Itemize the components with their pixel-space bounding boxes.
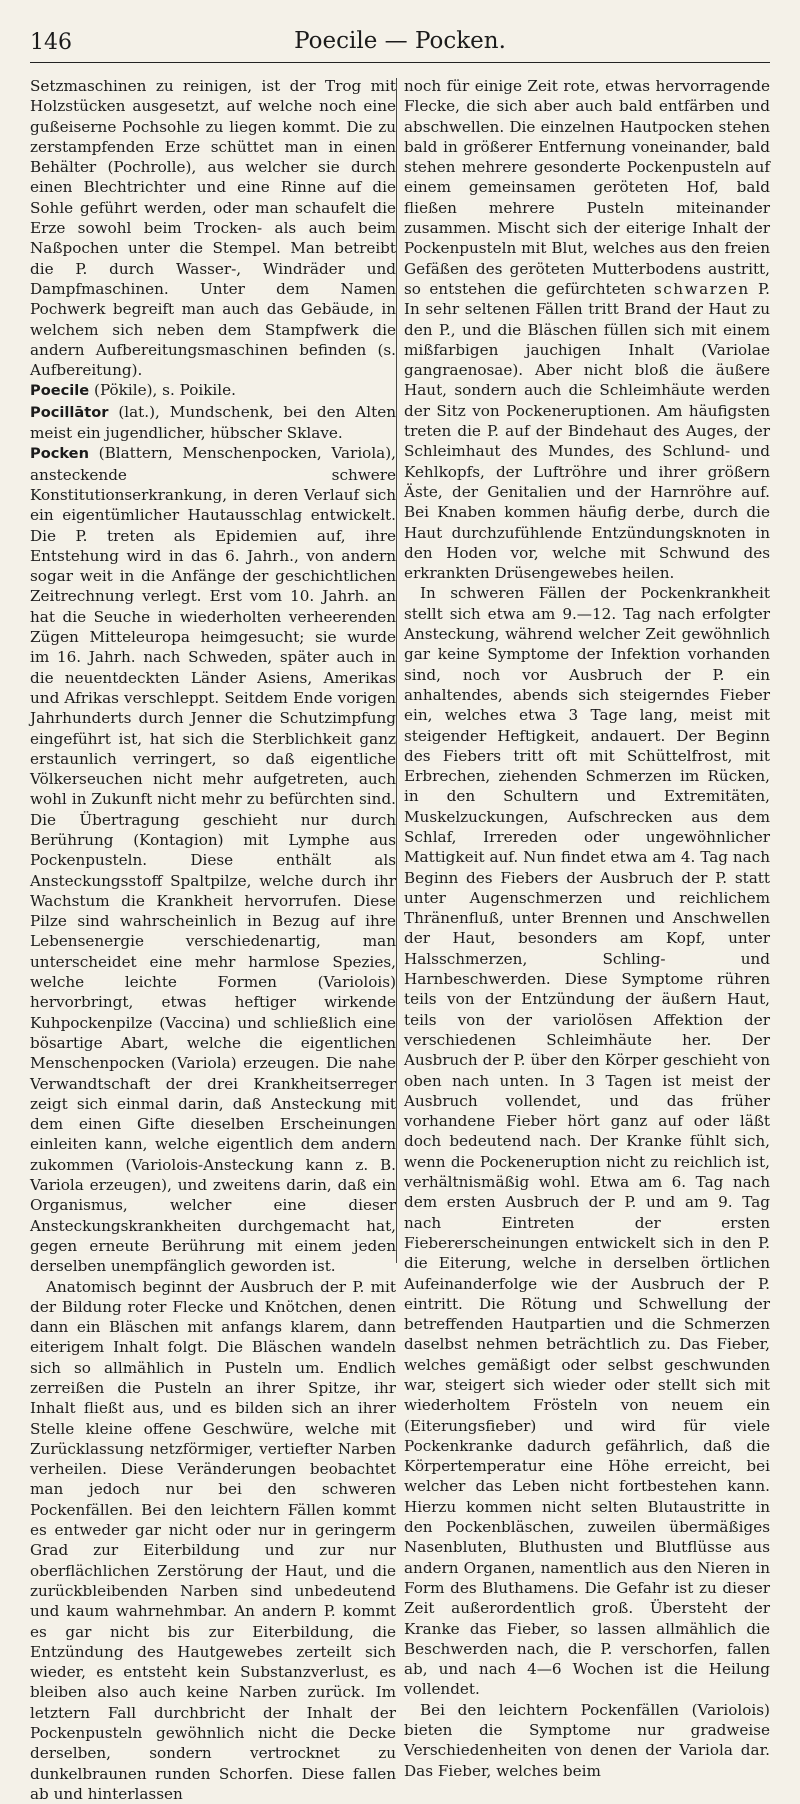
paragraph-variolois: Bei den leichtern Pockenfällen (Variolois) bieten die Symptome nur gradweise Verschiedenheiten von denen der Variola dar. Das Fieber, welches beim [404, 1700, 770, 1780]
right-column [404, 76, 771, 1780]
entry-headword: Pocken [30, 445, 89, 463]
paragraph-verlauf: In schweren Fällen der Pockenkrankheit stellt sich etwa am 9.—12. Tag nach erfolgter Ansteckung, während welcher Zeit gewöhnlich gar keine Symptome der Infektion vorhanden sind, noch vor Ausbruch der P. ein anhaltendes, abends sich steigerndes Fieber ein, welches etwa 3 Tage lang, meist mit steigender Heftigkeit, andauert. Der Beginn des Fiebers tritt oft mit Schüttelfrost, mit Erbrechen, ziehenden Schmerzen im Rücken, in den Schultern und Extremitäten, Muskelzuckungen, Aufschrecken aus dem Schlaf, Irrereden oder ungewöhnlicher Mattigkeit auf. Nun findet etwa am 4. Tag nach Beginn des Fiebers der Ausbruch der P. statt unter Augenschmerzen und reichlichem Thränenfluß, unter Brennen und Anschwellen der Haut, besonders am Kopf, unter Halsschmerzen, Schling- und Harnbeschwerden. Diese Symptome rühren teils von der Entzündung der äußern Haut, teils von der variolösen Affektion der verschiedenen Schleimhäute her. Der Ausbruch der P. über den Körper geschieht von oben nach unten. In 3 Tagen ist meist der Ausbruch vollendet, und das früher vorhandene Fieber hört ganz auf oder läßt doch bedeutend nach. Der Kranke fühlt sich, wenn die Pockeneruption nicht zu reichlich ist, verhältnismäßig wohl. Etwa am 6. Tag nach dem ersten Ausbruch der P. und am 9. Tag nach Eintreten der ersten Fiebererscheinungen entwickelt sich in den P. die Eiterung, welche in derselben örtlichen Aufeinanderfolge wie der Ausbruch der P. eintritt. Die Rötung und Schwellung der betreffenden Hautpartien und die Schmerzen daselbst nehmen beträchtlich zu. Das Fieber, welches gemäßigt oder selbst geschwunden war, steigert sich wieder oder stellt sich mit wiederholtem Frösteln von neuem ein (Eiterungsfieber) und wird für viele Pockenkranke dadurch gefährlich, daß die Körpertemperatur eine Höhe erreicht, bei welcher das Leben nicht fortbestehen kann. Hierzu kommen nicht selten Blutaustritte in den Pockenbläschen, zuweilen übermäßiges Nasenbluten, Bluthusten und Blutflüsse aus andern Organen, namentlich aus den Nieren in Form des Bluthamens. Die Gefahr ist zu dieser Zeit außerordentlich groß. Übersteht der Kranke das Fieber, so lassen allmählich die Beschwerden nach, die P. verschorfen, fallen ab, und nach 4—6 Wochen ist die Heilung vollendet. [404, 584, 770, 1699]
entry-text: (Pökile), s. Poikile. [89, 381, 236, 400]
entry-text: (Blattern, Menschenpocken, Variola), ansteckende schwere Konstitutionserkrankung, in deren Verlauf sich ein eigentümlicher Hautausschlag entwickelt. Die P. treten als Epidemien auf, ihre Entstehung wird in das 6. Jahrh., von andern sogar weit in die Anfänge der geschichtlichen Zeitrechnung verlegt. Erst vom 10. Jahrh. an hat die Seuche in wiederholten verheerenden Zügen Mitteleuropa heimgesucht; sie wurde im 16. Jahrh. nach Schweden, später auch in die neuentdeckten Länder Asiens, Amerikas und Afrikas verschleppt. Seitdem Ende vorigen Jahrhunderts durch Jenner die Schutzimpfung eingeführt ist, hat sich die Sterblichkeit ganz erstaunlich verringert, so daß eigentliche Völkerseuchen nicht mehr aufgetreten, auch wohl in Zukunft nicht mehr zu befürchten sind. Die Übertragung geschieht nur durch Berührung (Kontagion) mit Lymphe aus Pockenpusteln. Diese enthält als Ansteckungsstoff Spaltpilze, welche durch ihr Wachstum die Krankheit hervorrufen. Diese Pilze sind wahrscheinlich in Bezug auf ihre Lebensenergie verschiedenartig, man unterscheidet eine mehr harmlose Spezies, welche leichte Formen (Variolois) hervorbringt, etwas heftiger wirkende Kuhpockenpilze (Vaccina) und schließlich eine bösartige Abart, welche die eigentlichen Menschenpocken (Variola) erzeugen. Die nahe Verwandtschaft der drei Krankheitserreger zeigt sich einmal darin, daß Ansteckung mit dem einen Gifte dieselben Erscheinungen einleiten kann, welche eigentlich dem andern zukommen (Variolois-Ansteckung kann z. B. Variola erzeugen), und zweitens darin, daß ein Organismus, welcher eine dieser Ansteckungskrankheiten durchgemacht hat, gegen erneute Berührung mit einem jeden derselben unempfänglich geworden ist. [30, 444, 396, 1276]
page-header [30, 28, 770, 63]
entry-headword: Pocillātor [30, 403, 109, 421]
emphasis-spaced: schwarzen [653, 279, 750, 298]
page-number: 146 [30, 30, 72, 55]
column-divider [396, 78, 397, 1263]
paragraph-hautpocken: noch für einige Zeit rote, etwas hervorragende Flecke, die sich aber auch bald entfärben und abschwellen. Die einzelnen Hautpocken stehen bald in größerer Entfernung voneinander, bald stehen mehrere gesonderte Pockenpusteln auf einem gemeinsamen geröteten Hof, bald fließen mehrere Pusteln miteinander zusammen. Mischt sich der eiterige Inhalt der Pockenpusteln mit Blut, welches aus den freien Gefäßen des geröteten Mutterbodens austritt, so entstehen die gefürchteten schwarzen P. In sehr seltenen Fällen tritt Brand der Haut zu den P., und die Bläschen füllen sich mit einem mißfarbigen jauchigen Inhalt (Variolae gangraenosae). Aber nicht bloß die äußere Haut, sondern auch die Schleimhäute werden der Sitz von Pockeneruptionen. Am häufigsten treten die P. auf der Bindehaut des Auges, der Schleimhaut des Mundes, des Schlund- und Kehlkopfs, der Luftröhre und ihrer größern Äste, der Genitalien und der Harnröhre auf. Bei Knaben kommen häufig derbe, durch die Haut durchzufühlende Entzündungsknoten in den Hoden vor, welche mit Schwund des erkrankten Drüsengewebes heilen. [404, 77, 771, 583]
entry-poecile [30, 380, 396, 401]
entry-headword: Poecile [30, 382, 90, 400]
entry-pocken [30, 443, 396, 1276]
paragraph-pochwerk: Setzmaschinen zu reinigen, ist der Trog mit Holzstücken ausgesetzt, auf welche noch eine gußeiserne Pochsohle zu liegen kommt. Die zu zerstampfenden Erze schüttet man in einen Behälter (Pochrolle), aus welcher sie durch einen Blechtrichter und eine Rinne auf die Sohle geführt werden, oder man schaufelt die Erze sowohl beim Trocken- als auch beim Naßpochen unter die Stempel. Man betreibt die P. durch Wasser-, Windräder und Dampfmaschinen. Unter dem Namen Pochwerk begreift man auch das Gebäude, in welchem sich neben dem Stampfwerk die andern Aufbereitungsmaschinen befinden (s. Aufbereitung). [30, 77, 396, 380]
entry-pocillator [30, 402, 396, 444]
running-title: Poecile — Pocken. [294, 28, 506, 54]
left-column [30, 76, 396, 1803]
paragraph-anatomie: Anatomisch beginnt der Ausbruch der P. mit der Bildung roter Flecke und Knötchen, denen dann ein Bläschen mit anfangs klarem, dann eiterigem Inhalt folgt. Die Bläschen wandeln sich so allmählich in Pusteln um. Endlich zerreißen die Pusteln an ihrer Spitze, ihr Inhalt fließt aus, und es bilden sich an ihrer Stelle kleine offene Geschwüre, welche mit Zurücklassung netzförmiger, vertiefter Narben verheilen. Diese Veränderungen beobachtet man jedoch nur bei den schweren Pockenfällen. Bei den leichtern Fällen kommt es entweder gar nicht oder nur in geringerm Grad zur Eiterbildung und zur nur oberflächlichen Zerstörung der Haut, und die zurückbleibenden Narben sind unbedeutend und kaum wahrnehmbar. An andern P. kommt es gar nicht bis zur Eiterbildung, die Entzündung des Hautgewebes zerteilt sich wieder, es entsteht kein Substanzverlust, es bleiben also auch keine Narben zurück. Im letztern Fall durchbricht der Inhalt der Pockenpusteln gewöhnlich nicht die Decke derselben, sondern vertrocknet zu dunkelbraunen runden Schorfen. Diese fallen ab und hinterlassen [30, 1277, 396, 1803]
entry-text: (lat.), Mundschenk, bei den Alten meist ein jugendlicher, hübscher Sklave. [30, 402, 396, 443]
